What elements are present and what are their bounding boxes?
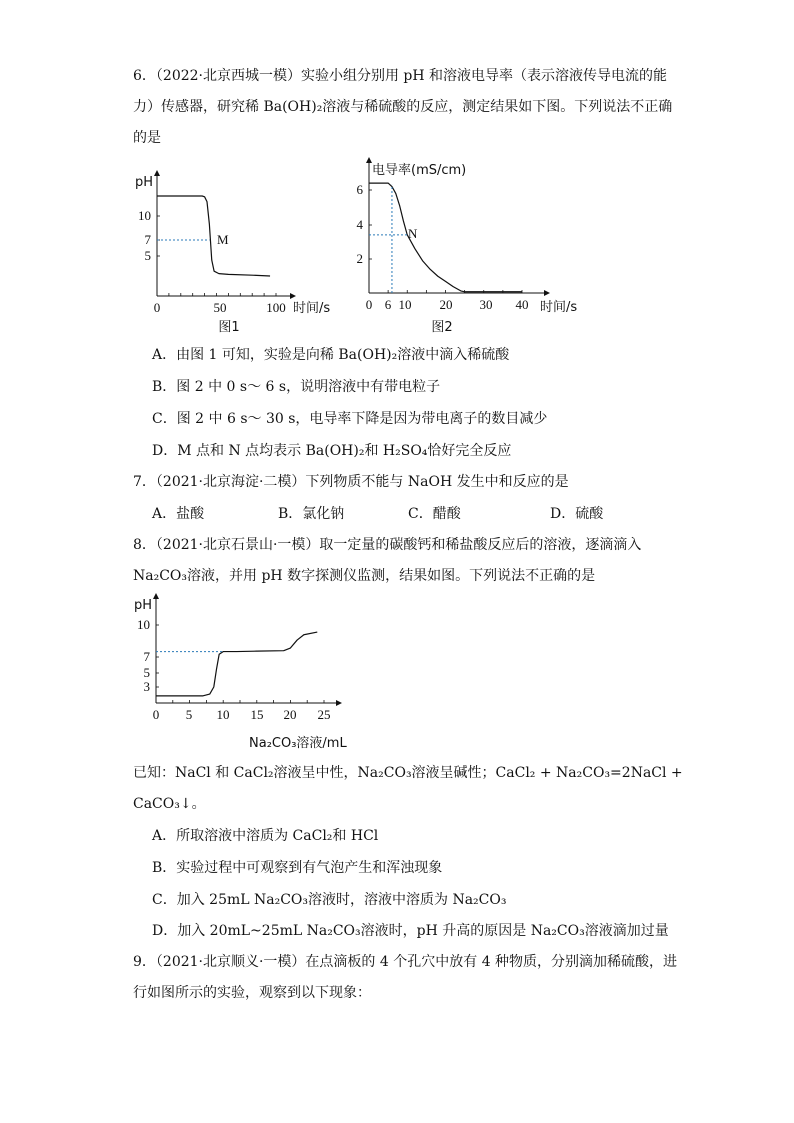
y-tick-label: 3 xyxy=(143,679,150,694)
q6-stem-line1: 6．（2022·北京西城一模）实验小组分别用 pH 和溶液电导率（表示溶液传导电流的能 xyxy=(133,68,668,84)
y-axis-label: 电导率(mS/cm) xyxy=(372,163,467,178)
q8-known-line1: 已知：NaCl 和 CaCl₂溶液呈中性，Na₂CO₃溶液呈碱性；CaCl₂ + Na₂CO₃=2NaCl + xyxy=(133,765,683,781)
q8-stem-line2: Na₂CO₃溶液，并用 pH 数字探测仪监测，结果如图。下列说法不正确的是 xyxy=(133,568,596,584)
q8-option-b: B．实验过程中可观察到有气泡产生和浑浊现象 xyxy=(152,860,443,876)
q7-option-a: A．盐酸 xyxy=(152,506,205,522)
x-tick-label: 10 xyxy=(398,297,412,312)
q7-option-b: B．氯化钠 xyxy=(278,506,345,522)
q9-stem-line1: 9．（2021·北京顺义·一模）在点滴板的 4 个孔穴中放有 4 种物质，分别滴加稀硫酸，进 xyxy=(133,954,678,970)
x-axis-label: 时间/s xyxy=(540,300,578,315)
q8-option-c: C．加入 25mL Na₂CO₃溶液时，溶液中溶质为 Na₂CO₃ xyxy=(152,892,507,908)
x-tick-label: 100 xyxy=(266,300,286,315)
y-tick-label: 2 xyxy=(356,251,363,266)
q8-option-a: A．所取溶液中溶质为 CaCl₂和 HCl xyxy=(152,828,379,844)
q6-stem-line2: 力）传感器，研究稀 Ba(OH)₂溶液与稀硫酸的反应，测定结果如下图。下列说法不正确 xyxy=(133,99,673,115)
x-tick-label: 40 xyxy=(515,297,529,312)
q7-option-c: C．醋酸 xyxy=(408,506,461,522)
chart-caption: 图2 xyxy=(431,320,453,335)
y-axis-arrow xyxy=(153,593,159,599)
x-axis-label: 时间/s xyxy=(293,301,331,316)
x-tick-label: 10 xyxy=(216,707,230,722)
chart-caption: 图1 xyxy=(218,320,240,335)
x-tick-label: 0 xyxy=(153,300,161,315)
q7-option-d: D．硫酸 xyxy=(550,506,604,522)
x-tick-label: 30 xyxy=(479,297,493,312)
y-tick-label: 10 xyxy=(137,617,150,632)
x-tick-label: 0 xyxy=(365,297,373,312)
q6-option-a: A．由图 1 可知，实验是向稀 Ba(OH)₂溶液中滴入稀硫酸 xyxy=(152,347,510,363)
y-tick-label: 7 xyxy=(144,232,151,247)
x-axis-label: Na₂CO₃溶液/mL xyxy=(249,736,347,751)
q8-option-d: D．加入 20mL~25mL Na₂CO₃溶液时，pH 升高的原因是 Na₂CO₃溶液滴加过量 xyxy=(152,923,669,939)
x-axis-arrow xyxy=(336,700,342,706)
y-axis-label: pH xyxy=(135,175,154,190)
point-label: M xyxy=(217,232,229,247)
y-axis-label: pH xyxy=(134,598,153,613)
y-tick-label: 6 xyxy=(356,182,363,197)
series-line xyxy=(156,632,317,696)
x-tick-label: 0 xyxy=(152,707,160,722)
y-tick-label: 4 xyxy=(356,217,363,232)
q6-option-b: B．图 2 中 0 s～ 6 s，说明溶液中有带电粒子 xyxy=(152,379,441,395)
y-tick-label: 10 xyxy=(138,208,151,223)
x-tick-label: 20 xyxy=(439,297,453,312)
x-tick-label: 25 xyxy=(317,707,331,722)
q9-stem-line2: 行如图所示的实验，观察到以下现象： xyxy=(133,985,371,1001)
q6-stem-line3: 的是 xyxy=(133,130,161,146)
x-tick-label: 5 xyxy=(185,707,193,722)
q6-option-c: C．图 2 中 6 s～ 30 s，电导率下降是因为带电离子的数目减少 xyxy=(152,411,548,427)
x-tick-label: 20 xyxy=(283,707,297,722)
x-tick-label: 15 xyxy=(250,707,264,722)
x-tick-label: 6 xyxy=(384,297,392,312)
q8-known-line2: CaCO₃↓。 xyxy=(133,796,206,812)
q6-option-d: D．M 点和 N 点均表示 Ba(OH)₂和 H₂SO₄恰好完全反应 xyxy=(152,443,512,459)
y-tick-label: 5 xyxy=(144,248,151,263)
y-tick-label: 5 xyxy=(143,665,150,680)
q8-stem-line1: 8．（2021·北京石景山·一模）取一定量的碳酸钙和稀盐酸反应后的溶液，逐滴滴入 xyxy=(133,537,642,553)
point-label: N xyxy=(408,226,418,241)
q7-stem: 7．（2021·北京海淀·二模）下列物质不能与 NaOH 发生中和反应的是 xyxy=(133,474,569,490)
y-tick-label: 7 xyxy=(143,649,150,664)
x-tick-label: 50 xyxy=(213,300,227,315)
